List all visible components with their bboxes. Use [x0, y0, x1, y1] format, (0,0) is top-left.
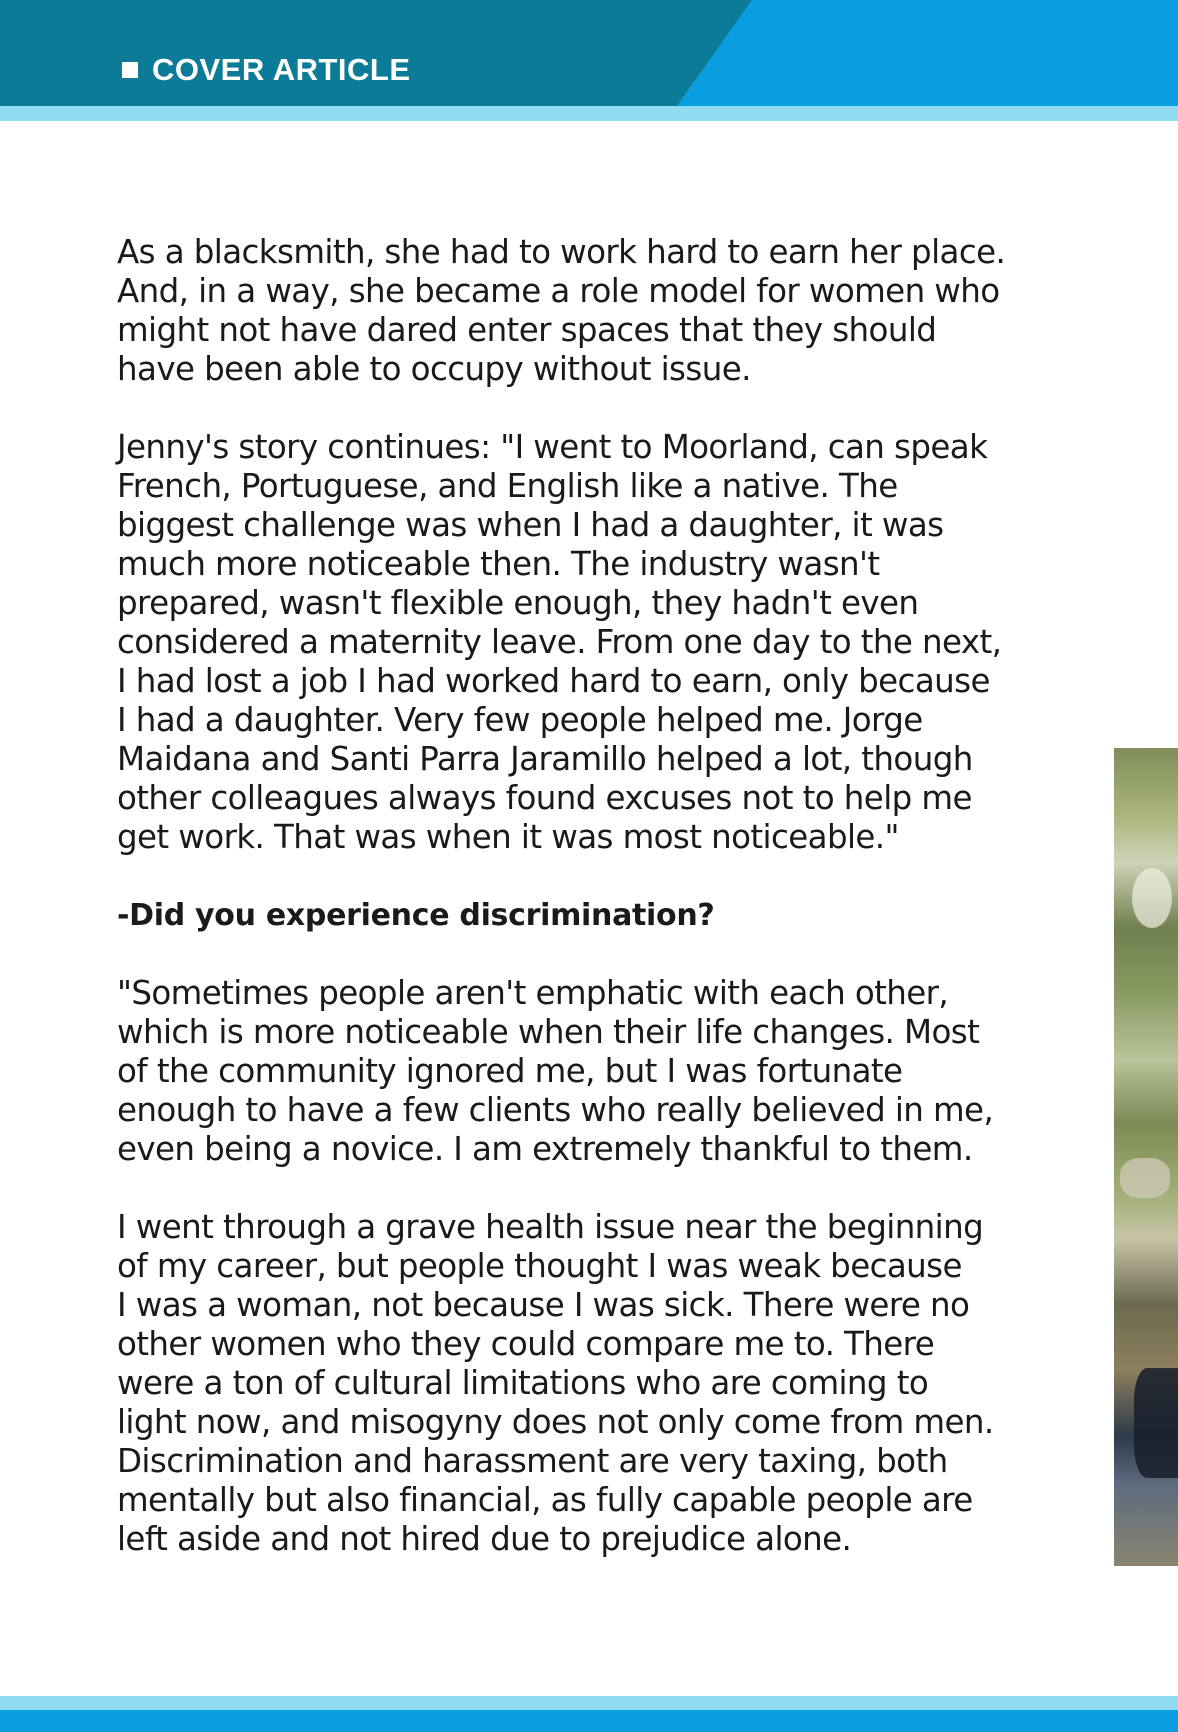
- paragraph-line: light now, and misogyny does not only come from men.: [117, 1403, 994, 1441]
- cropped-photo: [1114, 748, 1178, 1566]
- article-body: [117, 233, 1017, 1598]
- section-label: COVER ARTICLE: [152, 52, 411, 87]
- interview-question: -Did you experience discrimination?: [117, 898, 715, 933]
- article-paragraph-3: [117, 974, 1017, 1169]
- paragraph-line: of the community ignored me, but I was fortunate: [117, 1052, 903, 1090]
- paragraph-line: "Sometimes people aren't emphatic with each other,: [117, 974, 949, 1012]
- paragraph-line: Maidana and Santi Parra Jaramillo helped a lot, though: [117, 740, 973, 778]
- article-paragraph-2: [117, 428, 1017, 857]
- paragraph-line: prepared, wasn't flexible enough, they hadn't even: [117, 584, 919, 622]
- header-accent-stripe: [0, 106, 1178, 121]
- paragraph-line: have been able to occupy without issue.: [117, 350, 751, 388]
- paragraph-line: much more noticeable then. The industry wasn't: [117, 545, 880, 583]
- paragraph-line: which is more noticeable when their life changes. Most: [117, 1013, 980, 1051]
- photo-detail: [1120, 1158, 1170, 1198]
- paragraph-line: I was a woman, not because I was sick. There were no: [117, 1286, 970, 1324]
- paragraph-line: considered a maternity leave. From one day to the next,: [117, 623, 1002, 661]
- paragraph-line: biggest challenge was when I had a daughter, it was: [117, 506, 944, 544]
- photo-detail: [1134, 1368, 1178, 1478]
- square-bullet-icon: [122, 62, 138, 78]
- paragraph-line: other colleagues always found excuses not to help me: [117, 779, 972, 817]
- paragraph-line: other women who they could compare me to. There: [117, 1325, 935, 1363]
- paragraph-line: I had a daughter. Very few people helped me. Jorge: [117, 701, 923, 739]
- paragraph-line: left aside and not hired due to prejudice alone.: [117, 1520, 852, 1558]
- paragraph-line: get work. That was when it was most noticeable.": [117, 818, 899, 856]
- paragraph-line: Discrimination and harassment are very taxing, both: [117, 1442, 948, 1480]
- paragraph-line: As a blacksmith, she had to work hard to earn her place.: [117, 233, 1006, 271]
- paragraph-line: enough to have a few clients who really believed in me,: [117, 1091, 994, 1129]
- paragraph-line: I went through a grave health issue near the beginning: [117, 1208, 984, 1246]
- paragraph-line: I had lost a job I had worked hard to earn, only because: [117, 662, 990, 700]
- paragraph-line: Jenny's story continues: "I went to Moorland, can speak: [117, 428, 988, 466]
- paragraph-line: And, in a way, she became a role model for women who: [117, 272, 1000, 310]
- photo-detail: [1132, 868, 1172, 928]
- paragraph-line: of my career, but people thought I was weak because: [117, 1247, 962, 1285]
- paragraph-line: French, Portuguese, and English like a native. The: [117, 467, 898, 505]
- paragraph-line: were a ton of cultural limitations who are coming to: [117, 1364, 929, 1402]
- footer-band: [0, 1710, 1178, 1732]
- paragraph-line: might not have dared enter spaces that they should: [117, 311, 937, 349]
- article-paragraph-4: [117, 1208, 1017, 1559]
- footer-accent-stripe: [0, 1696, 1178, 1710]
- paragraph-line: even being a novice. I am extremely thankful to them.: [117, 1130, 973, 1168]
- article-paragraph-1: [117, 233, 1017, 389]
- paragraph-line: mentally but also financial, as fully capable people are: [117, 1481, 973, 1519]
